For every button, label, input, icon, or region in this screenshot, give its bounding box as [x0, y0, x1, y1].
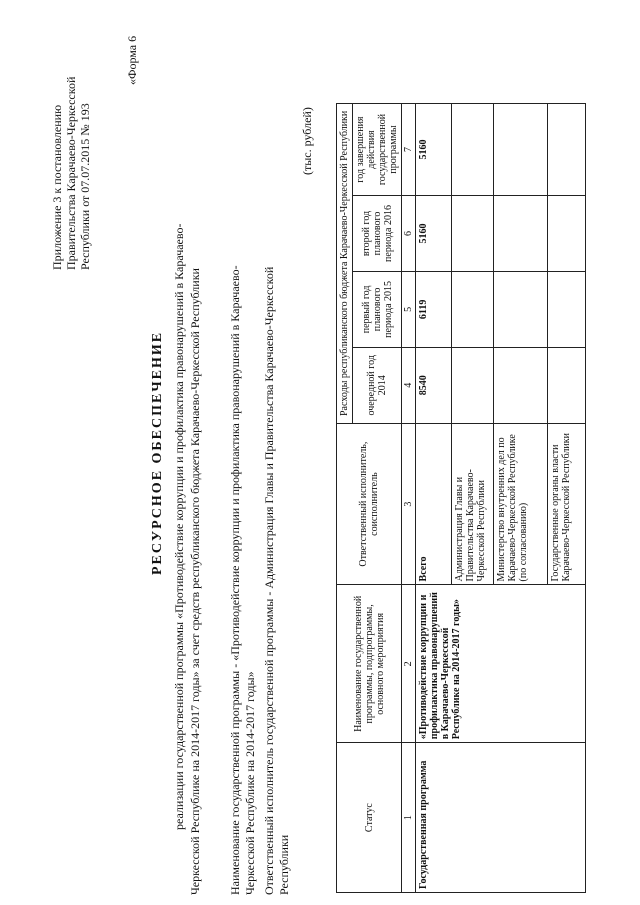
appendix-line-2: Правительства Карачаево-Черкесской [64, 76, 78, 270]
column-number: 5 [402, 271, 416, 347]
value-cell [494, 104, 548, 196]
appendix-header [50, 77, 92, 270]
executor-cell: Государственные органы власти Карачаево-Черкесской Республики [548, 423, 586, 585]
header-year-2015: первый год планового периода 2015 [353, 271, 402, 347]
header-final-year: год завершения действия государственной программы [353, 104, 402, 196]
column-number: 6 [402, 196, 416, 272]
column-number: 1 [402, 743, 416, 893]
subtitle-line-1: реализации государственной программы «Противодействие коррупции и профилактика правонарушений в Карачаево- [172, 223, 186, 830]
column-number: 2 [402, 585, 416, 743]
column-number-row [402, 104, 416, 893]
executor-cell: Всего [416, 423, 452, 585]
header-status: Статус [337, 743, 402, 893]
table-header-row [337, 104, 353, 893]
header-executor: Ответственный исполнитель, соисполнитель [337, 423, 402, 585]
value-cell [494, 271, 548, 347]
header-spending: Расходы республиканского бюджета Карачаево-Черкесской Республики [337, 104, 353, 424]
value-cell [548, 271, 586, 347]
executor-cell: Администрация Главы и Правительства Карачаево-Черкесской Республики [452, 423, 494, 585]
column-number: 3 [402, 423, 416, 585]
program-name-line-1: Наименование государственной программы - «Противодействие коррупции и профилактика правонарушений в Карачаево- [228, 265, 242, 895]
value-cell [452, 104, 494, 196]
column-number: 7 [402, 104, 416, 196]
table-row [416, 104, 452, 893]
value-cell: 8540 [416, 347, 452, 423]
value-cell [548, 104, 586, 196]
executor-cell: Министерство внутренних дел по Карачаево-Черкесской Республике (по согласованию) [494, 423, 548, 585]
value-cell: 6119 [416, 271, 452, 347]
value-cell [452, 347, 494, 423]
program-name-line-2: Черкесской Республике на 2014-2017 годы» [243, 671, 257, 895]
appendix-line-3: Республики от 07.07.2015 № 193 [78, 103, 92, 270]
value-cell [452, 196, 494, 272]
subtitle-line-2: Черкесской Республике на 2014-2017 годы» за счет средств республиканского бюджета Карачаево-Черкесской Республики [188, 268, 202, 895]
executor-line-2: Республики [277, 834, 291, 895]
header-year-2016: второй год планового периода 2016 [353, 196, 402, 272]
executor-line-1: Ответственный исполнитель государственной программы - Администрация Главы и Правительства Карачаево-Черкесской [262, 266, 276, 895]
value-cell: 5160 [416, 196, 452, 272]
value-cell [494, 196, 548, 272]
value-cell [548, 196, 586, 272]
program-name-cell: «Противодействие коррупции и профилактика правонарушений в Карачаево-Черкесской Республике на 2014-2017 годы» [416, 585, 586, 743]
value-cell [548, 347, 586, 423]
value-cell [452, 271, 494, 347]
document-title: РЕСУРСНОЕ ОБЕСПЕЧЕНИЕ [150, 330, 165, 575]
header-year-2014: очередной год 2014 [353, 347, 402, 423]
value-cell: 5160 [416, 104, 452, 196]
form-label: «Форма 6 [125, 35, 139, 85]
resource-table [336, 103, 586, 893]
header-name: Наименование государственной программы, подпрограммы, основного мероприятия [337, 585, 402, 743]
value-cell [494, 347, 548, 423]
appendix-line-1: Приложение 3 к постановлению [50, 104, 64, 270]
column-number: 4 [402, 347, 416, 423]
units-label: (тыс. рублей) [300, 107, 314, 175]
status-cell: Государственная программа [416, 743, 586, 893]
